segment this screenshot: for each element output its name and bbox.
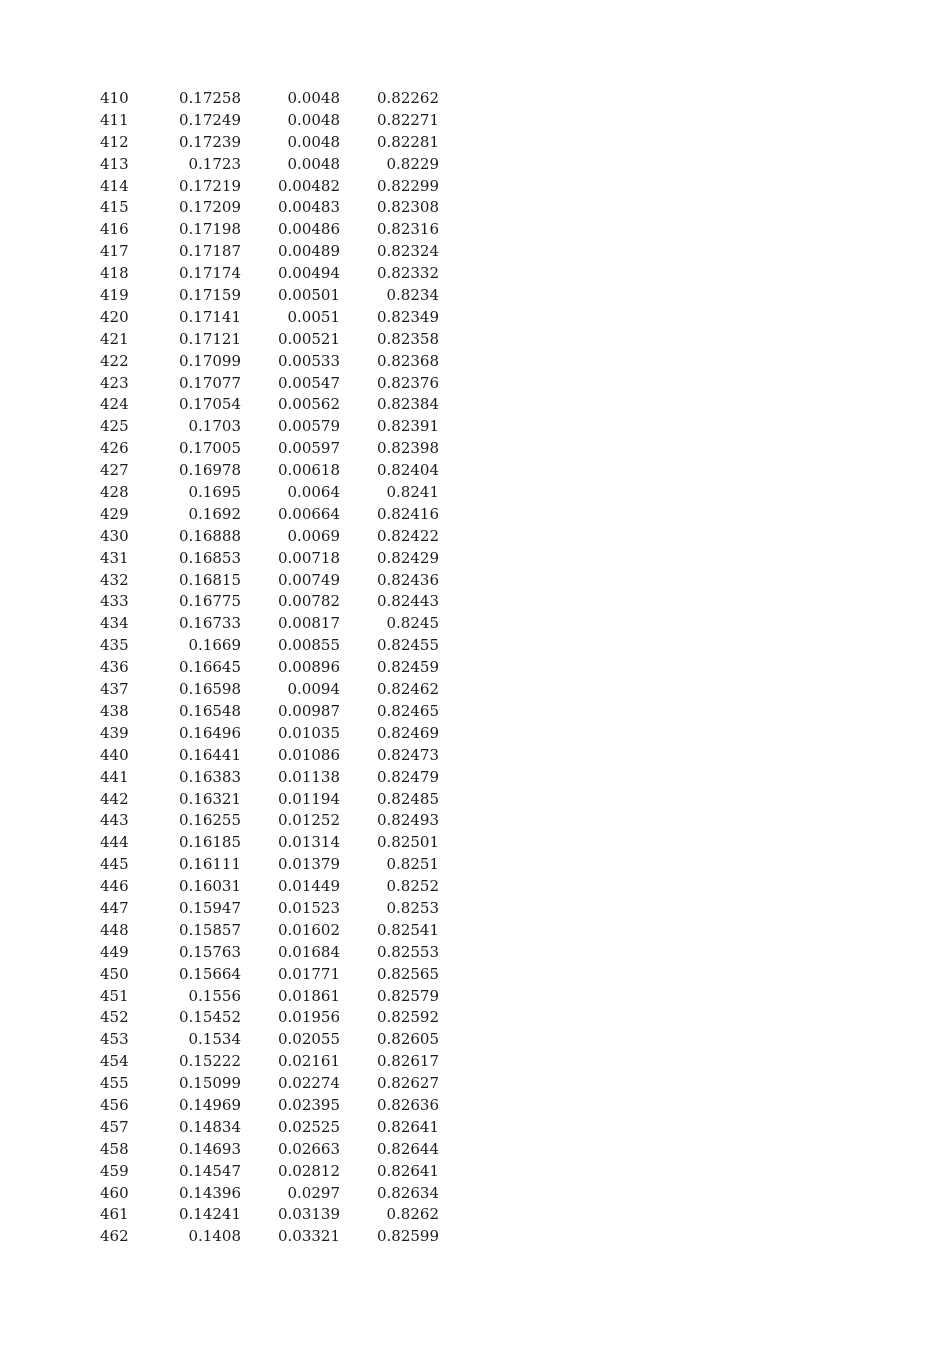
table-row [100, 942, 445, 964]
value-a-cell: 0.16185 [178, 833, 241, 852]
value-b-cell: 0.00501 [277, 286, 340, 305]
value-b-cell: 0.00896 [277, 658, 340, 677]
row-index-cell: 434 [100, 614, 129, 633]
row-index-cell: 450 [100, 964, 129, 983]
value-a-cell: 0.14547 [178, 1161, 241, 1180]
value-c-cell: 0.82429 [376, 548, 439, 567]
value-a-cell: 0.16548 [178, 701, 241, 720]
row-index-cell: 420 [100, 307, 129, 326]
value-c-cell: 0.82636 [376, 1095, 439, 1114]
row-index-cell: 415 [100, 198, 129, 217]
value-a-cell: 0.16441 [178, 745, 241, 764]
row-index-cell: 451 [100, 986, 129, 1005]
row-index-cell: 443 [100, 811, 129, 830]
table-row [100, 482, 445, 504]
value-c-cell: 0.82641 [376, 1161, 439, 1180]
row-index-cell: 449 [100, 942, 129, 961]
value-b-cell: 0.00521 [277, 329, 340, 348]
value-c-cell: 0.82416 [376, 504, 439, 523]
row-index-cell: 422 [100, 351, 129, 370]
value-c-cell: 0.82553 [376, 942, 439, 961]
table-row [100, 394, 445, 416]
value-c-cell: 0.82316 [376, 220, 439, 239]
value-b-cell: 0.01956 [277, 1008, 340, 1027]
row-index-cell: 412 [100, 132, 129, 151]
row-index-cell: 436 [100, 658, 129, 677]
row-index-cell: 445 [100, 855, 129, 874]
value-c-cell: 0.82436 [376, 570, 439, 589]
row-index-cell: 413 [100, 154, 129, 173]
value-c-cell: 0.82455 [376, 636, 439, 655]
value-c-cell: 0.82634 [376, 1183, 439, 1202]
value-c-cell: 0.82627 [376, 1074, 439, 1093]
value-c-cell: 0.82493 [376, 811, 439, 830]
value-a-cell: 0.16496 [178, 723, 241, 742]
row-index-cell: 456 [100, 1095, 129, 1114]
value-b-cell: 0.0048 [287, 154, 340, 173]
table-row [100, 679, 445, 701]
row-index-cell: 430 [100, 526, 129, 545]
table-row [100, 767, 445, 789]
value-a-cell: 0.17099 [178, 351, 241, 370]
value-a-cell: 0.14241 [178, 1205, 241, 1224]
row-index-cell: 421 [100, 329, 129, 348]
value-c-cell: 0.8245 [386, 614, 439, 633]
table-row [100, 219, 445, 241]
table-row [100, 1204, 445, 1226]
value-a-cell: 0.15222 [178, 1052, 241, 1071]
value-c-cell: 0.82398 [376, 439, 439, 458]
value-a-cell: 0.15857 [178, 920, 241, 939]
value-b-cell: 0.01379 [277, 855, 340, 874]
value-c-cell: 0.82308 [376, 198, 439, 217]
value-a-cell: 0.1695 [188, 483, 241, 502]
value-a-cell: 0.1703 [188, 417, 241, 436]
value-a-cell: 0.17198 [178, 220, 241, 239]
value-b-cell: 0.00579 [277, 417, 340, 436]
value-b-cell: 0.03321 [277, 1227, 340, 1246]
value-b-cell: 0.0048 [287, 110, 340, 129]
value-b-cell: 0.02161 [277, 1052, 340, 1071]
value-c-cell: 0.82485 [376, 789, 439, 808]
table-row [100, 176, 445, 198]
table-row [100, 526, 445, 548]
value-b-cell: 0.0064 [287, 483, 340, 502]
table-row [100, 197, 445, 219]
row-index-cell: 411 [100, 110, 129, 129]
row-index-cell: 437 [100, 680, 129, 699]
row-index-cell: 432 [100, 570, 129, 589]
value-a-cell: 0.16853 [178, 548, 241, 567]
table-row [100, 1139, 445, 1161]
value-a-cell: 0.16383 [178, 767, 241, 786]
value-c-cell: 0.82501 [376, 833, 439, 852]
table-row [100, 1117, 445, 1139]
value-c-cell: 0.82422 [376, 526, 439, 545]
table-row [100, 285, 445, 307]
value-b-cell: 0.00489 [277, 242, 340, 261]
value-c-cell: 0.82459 [376, 658, 439, 677]
row-index-cell: 410 [100, 89, 129, 107]
row-index-cell: 454 [100, 1052, 129, 1071]
table-row [100, 241, 445, 263]
value-b-cell: 0.00547 [277, 373, 340, 392]
value-a-cell: 0.15763 [178, 942, 241, 961]
value-a-cell: 0.16978 [178, 461, 241, 480]
table-row [100, 1183, 445, 1205]
value-b-cell: 0.00618 [277, 461, 340, 480]
table-row [100, 88, 445, 110]
data-table [100, 88, 445, 1248]
table-row [100, 789, 445, 811]
value-a-cell: 0.17054 [178, 395, 241, 414]
value-c-cell: 0.82358 [376, 329, 439, 348]
value-c-cell: 0.82271 [376, 110, 439, 129]
row-index-cell: 458 [100, 1139, 129, 1158]
value-a-cell: 0.17174 [178, 264, 241, 283]
value-c-cell: 0.82324 [376, 242, 439, 261]
value-b-cell: 0.02395 [277, 1095, 340, 1114]
table-row [100, 438, 445, 460]
table-row [100, 898, 445, 920]
value-a-cell: 0.14396 [178, 1183, 241, 1202]
table-row [100, 745, 445, 767]
table-row [100, 1226, 445, 1248]
row-index-cell: 442 [100, 789, 129, 808]
table-row [100, 154, 445, 176]
value-b-cell: 0.00718 [277, 548, 340, 567]
row-index-cell: 418 [100, 264, 129, 283]
value-b-cell: 0.01252 [277, 811, 340, 830]
value-c-cell: 0.82617 [376, 1052, 439, 1071]
value-a-cell: 0.15947 [178, 898, 241, 917]
table-row [100, 613, 445, 635]
value-b-cell: 0.01194 [277, 789, 340, 808]
value-a-cell: 0.15099 [178, 1074, 241, 1093]
value-b-cell: 0.02274 [277, 1074, 340, 1093]
row-index-cell: 455 [100, 1074, 129, 1093]
value-c-cell: 0.82376 [376, 373, 439, 392]
value-a-cell: 0.14969 [178, 1095, 241, 1114]
table-row [100, 1073, 445, 1095]
value-b-cell: 0.0069 [287, 526, 340, 545]
row-index-cell: 427 [100, 461, 129, 480]
value-b-cell: 0.0048 [287, 132, 340, 151]
value-c-cell: 0.82473 [376, 745, 439, 764]
table-row [100, 810, 445, 832]
value-c-cell: 0.82262 [376, 89, 439, 107]
value-c-cell: 0.82541 [376, 920, 439, 939]
value-b-cell: 0.00817 [277, 614, 340, 633]
value-c-cell: 0.82644 [376, 1139, 439, 1158]
value-b-cell: 0.00855 [277, 636, 340, 655]
value-b-cell: 0.02812 [277, 1161, 340, 1180]
row-index-cell: 438 [100, 701, 129, 720]
value-c-cell: 0.8252 [386, 877, 439, 896]
value-c-cell: 0.82641 [376, 1117, 439, 1136]
row-index-cell: 448 [100, 920, 129, 939]
value-b-cell: 0.01314 [277, 833, 340, 852]
value-b-cell: 0.01138 [277, 767, 340, 786]
value-a-cell: 0.16031 [178, 877, 241, 896]
value-c-cell: 0.8241 [386, 483, 439, 502]
value-b-cell: 0.01035 [277, 723, 340, 742]
value-a-cell: 0.16775 [178, 592, 241, 611]
value-b-cell: 0.02055 [277, 1030, 340, 1049]
value-c-cell: 0.82592 [376, 1008, 439, 1027]
value-b-cell: 0.01602 [277, 920, 340, 939]
row-index-cell: 435 [100, 636, 129, 655]
row-index-cell: 424 [100, 395, 129, 414]
value-b-cell: 0.0094 [287, 680, 340, 699]
value-a-cell: 0.17187 [178, 242, 241, 261]
value-b-cell: 0.01449 [277, 877, 340, 896]
value-c-cell: 0.82443 [376, 592, 439, 611]
value-c-cell: 0.82599 [376, 1227, 439, 1246]
value-c-cell: 0.82299 [376, 176, 439, 195]
value-c-cell: 0.82462 [376, 680, 439, 699]
value-b-cell: 0.00749 [277, 570, 340, 589]
row-index-cell: 444 [100, 833, 129, 852]
value-b-cell: 0.01771 [277, 964, 340, 983]
value-a-cell: 0.1669 [188, 636, 241, 655]
value-a-cell: 0.16888 [178, 526, 241, 545]
row-index-cell: 433 [100, 592, 129, 611]
table-row [100, 460, 445, 482]
table-row [100, 110, 445, 132]
value-b-cell: 0.01086 [277, 745, 340, 764]
row-index-cell: 441 [100, 767, 129, 786]
value-a-cell: 0.16255 [178, 811, 241, 830]
value-b-cell: 0.03139 [277, 1205, 340, 1224]
value-c-cell: 0.82391 [376, 417, 439, 436]
row-index-cell: 416 [100, 220, 129, 239]
row-index-cell: 414 [100, 176, 129, 195]
value-c-cell: 0.8262 [386, 1205, 439, 1224]
value-a-cell: 0.1408 [188, 1227, 241, 1246]
value-b-cell: 0.0297 [287, 1183, 340, 1202]
value-a-cell: 0.16645 [178, 658, 241, 677]
value-c-cell: 0.82479 [376, 767, 439, 786]
table-row [100, 373, 445, 395]
row-index-cell: 429 [100, 504, 129, 523]
table-row [100, 351, 445, 373]
table-row [100, 1007, 445, 1029]
value-b-cell: 0.00664 [277, 504, 340, 523]
row-index-cell: 431 [100, 548, 129, 567]
value-b-cell: 0.01861 [277, 986, 340, 1005]
table-row [100, 416, 445, 438]
table-row [100, 591, 445, 613]
table-row [100, 920, 445, 942]
table-row [100, 832, 445, 854]
value-a-cell: 0.1723 [188, 154, 241, 173]
row-index-cell: 459 [100, 1161, 129, 1180]
value-b-cell: 0.00494 [277, 264, 340, 283]
value-a-cell: 0.16598 [178, 680, 241, 699]
value-a-cell: 0.1692 [188, 504, 241, 523]
row-index-cell: 452 [100, 1008, 129, 1027]
row-index-cell: 447 [100, 898, 129, 917]
value-c-cell: 0.82404 [376, 461, 439, 480]
row-index-cell: 460 [100, 1183, 129, 1202]
value-a-cell: 0.17159 [178, 286, 241, 305]
value-a-cell: 0.1534 [188, 1030, 241, 1049]
value-a-cell: 0.16111 [178, 855, 241, 874]
table-row [100, 570, 445, 592]
value-c-cell: 0.82349 [376, 307, 439, 326]
value-a-cell: 0.16733 [178, 614, 241, 633]
row-index-cell: 462 [100, 1227, 129, 1246]
table-row [100, 504, 445, 526]
table-row [100, 701, 445, 723]
row-index-cell: 417 [100, 242, 129, 261]
value-a-cell: 0.17077 [178, 373, 241, 392]
value-b-cell: 0.0051 [287, 307, 340, 326]
value-c-cell: 0.82368 [376, 351, 439, 370]
row-index-cell: 428 [100, 483, 129, 502]
row-index-cell: 446 [100, 877, 129, 896]
value-c-cell: 0.82579 [376, 986, 439, 1005]
value-a-cell: 0.17005 [178, 439, 241, 458]
table-row [100, 1029, 445, 1051]
table-row [100, 876, 445, 898]
value-c-cell: 0.82465 [376, 701, 439, 720]
table-row [100, 263, 445, 285]
table-row [100, 964, 445, 986]
value-c-cell: 0.8229 [386, 154, 439, 173]
row-index-cell: 439 [100, 723, 129, 742]
table-row [100, 548, 445, 570]
value-a-cell: 0.14834 [178, 1117, 241, 1136]
table-row [100, 986, 445, 1008]
value-b-cell: 0.00486 [277, 220, 340, 239]
table-row [100, 635, 445, 657]
table-row [100, 307, 445, 329]
value-b-cell: 0.00597 [277, 439, 340, 458]
row-index-cell: 453 [100, 1030, 129, 1049]
value-b-cell: 0.00533 [277, 351, 340, 370]
value-a-cell: 0.14693 [178, 1139, 241, 1158]
value-a-cell: 0.17219 [178, 176, 241, 195]
value-b-cell: 0.0048 [287, 89, 340, 107]
value-b-cell: 0.00782 [277, 592, 340, 611]
value-b-cell: 0.00562 [277, 395, 340, 414]
value-b-cell: 0.00482 [277, 176, 340, 195]
value-c-cell: 0.82384 [376, 395, 439, 414]
value-a-cell: 0.17209 [178, 198, 241, 217]
value-a-cell: 0.16815 [178, 570, 241, 589]
value-a-cell: 0.17258 [178, 89, 241, 107]
value-b-cell: 0.01523 [277, 898, 340, 917]
value-b-cell: 0.00483 [277, 198, 340, 217]
table-row [100, 329, 445, 351]
value-a-cell: 0.15452 [178, 1008, 241, 1027]
value-c-cell: 0.82332 [376, 264, 439, 283]
value-a-cell: 0.17141 [178, 307, 241, 326]
value-b-cell: 0.00987 [277, 701, 340, 720]
value-c-cell: 0.8251 [386, 855, 439, 874]
value-a-cell: 0.17121 [178, 329, 241, 348]
table-row [100, 854, 445, 876]
row-index-cell: 457 [100, 1117, 129, 1136]
table-row [100, 1051, 445, 1073]
table-row [100, 132, 445, 154]
row-index-cell: 425 [100, 417, 129, 436]
value-c-cell: 0.82281 [376, 132, 439, 151]
row-index-cell: 461 [100, 1205, 129, 1224]
value-a-cell: 0.15664 [178, 964, 241, 983]
value-b-cell: 0.01684 [277, 942, 340, 961]
value-b-cell: 0.02663 [277, 1139, 340, 1158]
value-c-cell: 0.82565 [376, 964, 439, 983]
value-a-cell: 0.1556 [188, 986, 241, 1005]
value-c-cell: 0.8234 [386, 286, 439, 305]
value-a-cell: 0.17249 [178, 110, 241, 129]
table-row [100, 1095, 445, 1117]
row-index-cell: 419 [100, 286, 129, 305]
row-index-cell: 423 [100, 373, 129, 392]
value-c-cell: 0.82469 [376, 723, 439, 742]
value-c-cell: 0.8253 [386, 898, 439, 917]
row-index-cell: 426 [100, 439, 129, 458]
table-row [100, 723, 445, 745]
value-c-cell: 0.82605 [376, 1030, 439, 1049]
value-a-cell: 0.17239 [178, 132, 241, 151]
table-row [100, 657, 445, 679]
value-b-cell: 0.02525 [277, 1117, 340, 1136]
table-row [100, 1161, 445, 1183]
value-a-cell: 0.16321 [178, 789, 241, 808]
row-index-cell: 440 [100, 745, 129, 764]
